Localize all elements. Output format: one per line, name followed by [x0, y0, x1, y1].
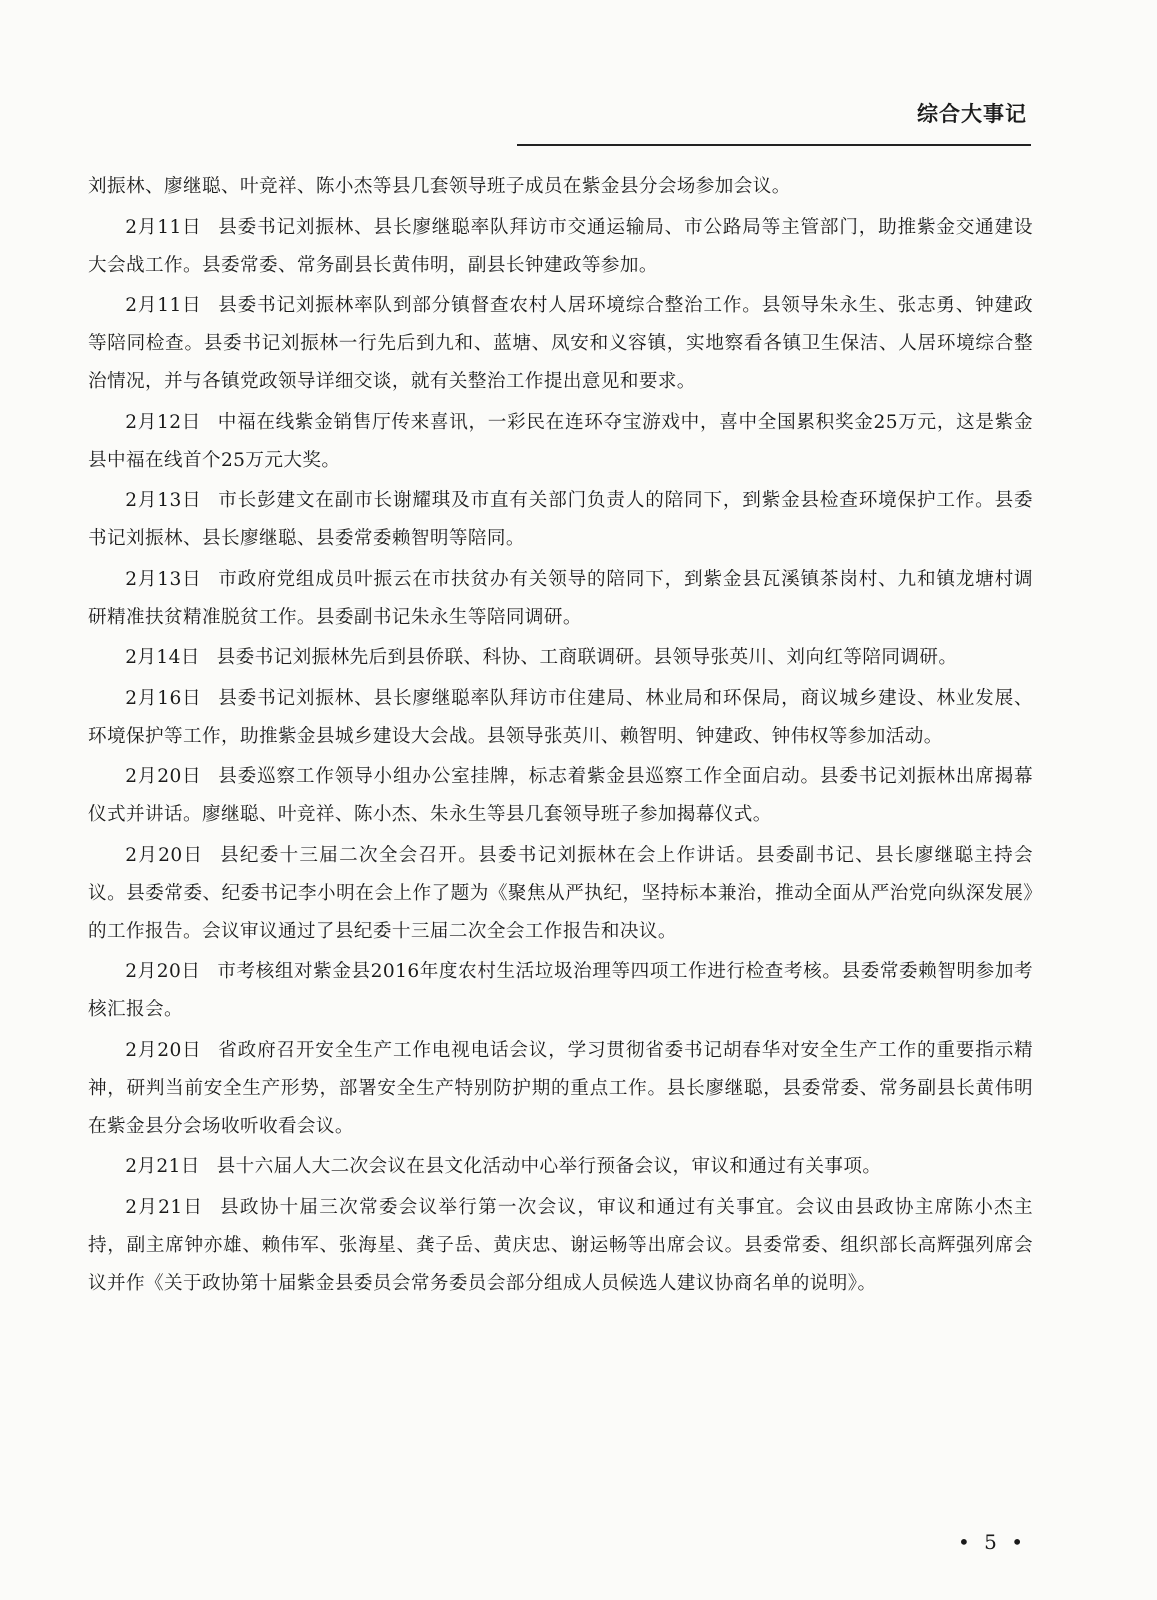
chronicle-entry: [88, 837, 1033, 951]
entry-text: 县委书记刘振林、县长廖继聪率队拜访市交通运输局、市公路局等主管部门，助推紫金交通建设大会战工作。县委常委、常务副县长黄伟明，副县长钟建政等参加。: [88, 216, 1033, 276]
chronicle-body: [88, 168, 1033, 1305]
entry-text: 中福在线紫金销售厅传来喜讯，一彩民在连环夺宝游戏中，喜中全国累积奖金25万元，这是紫金县中福在线首个25万元大奖。: [88, 411, 1033, 471]
chronicle-entry: [88, 1032, 1033, 1146]
chronicle-entry: [88, 1189, 1033, 1303]
chronicle-entry: [88, 953, 1033, 1029]
entry-date: 2月20日: [125, 844, 204, 866]
entry-text: 县政协十届三次常委会议举行第一次会议，审议和通过有关事宜。会议由县政协主席陈小杰主持，副主席钟亦雄、赖伟军、张海星、龚子岳、黄庆忠、谢运畅等出席会议。县委常委、组织部长高辉强列席会议并作《关于政协第十届紫金县委员会常务委员会部分组成人员候选人建议协商名单的说明》。: [88, 1196, 1033, 1294]
chronicle-entry: [88, 639, 1033, 677]
entry-date: 2月20日: [125, 1039, 202, 1061]
running-header-title: 综合大事记: [917, 102, 1027, 126]
entry-text: 县委巡察工作领导小组办公室挂牌，标志着紫金县巡察工作全面启动。县委书记刘振林出席揭幕仪式并讲话。廖继聪、叶竞祥、陈小杰、朱永生等县几套领导班子参加揭幕仪式。: [88, 766, 1033, 825]
entry-text: 省政府召开安全生产工作电视电话会议，学习贯彻省委书记胡春华对安全生产工作的重要指示精神，研判当前安全生产形势，部署安全生产特别防护期的重点工作。县长廖继聪，县委常委、常务副县长黄伟明在紫金县分会场收听收看会议。: [88, 1039, 1033, 1137]
entry-date: 2月14日: [125, 647, 200, 668]
entry-date: 2月21日: [125, 1196, 204, 1218]
chronicle-entry: [88, 404, 1033, 480]
entry-date: 2月16日: [125, 687, 202, 709]
entry-date: 2月11日: [125, 216, 202, 238]
entry-date: 2月20日: [125, 961, 201, 982]
entry-text: 县十六届人大二次会议在县文化活动中心举行预备会议，审议和通过有关事项。: [216, 1156, 882, 1177]
chronicle-entry: [88, 758, 1033, 834]
chronicle-entry: [88, 1148, 1033, 1186]
chronicle-entry: [88, 561, 1033, 637]
entry-text: 县纪委十三届二次全会召开。县委书记刘振林在会上作讲话。县委副书记、县长廖继聪主持会议。县委常委、纪委书记李小明在会上作了题为《聚焦从严执纪，坚持标本兼治，推动全面从严治党向纵深发展》的工作报告。会议审议通过了县纪委十三届二次全会工作报告和决议。: [88, 844, 1033, 942]
entry-date: 2月12日: [125, 411, 202, 433]
chronicle-entry: [88, 680, 1033, 756]
chronicle-entry: [88, 482, 1033, 558]
entry-text: 市长彭建文在副市长谢耀琪及市直有关部门负责人的陪同下，到紫金县检查环境保护工作。县委书记刘振林、县长廖继聪、县委常委赖智明等陪同。: [88, 490, 1033, 549]
entry-text: 市考核组对紫金县2016年度农村生活垃圾治理等四项工作进行检查考核。县委常委赖智明参加考核汇报会。: [88, 961, 1034, 1020]
chronicle-entry: [88, 209, 1033, 285]
entry-text: 市政府党组成员叶振云在市扶贫办有关领导的陪同下，到紫金县瓦溪镇茶岗村、九和镇龙塘村调研精准扶贫精准脱贫工作。县委副书记朱永生等陪同调研。: [88, 568, 1033, 628]
chronicle-entry: [88, 287, 1033, 401]
page-number: • 5 •: [958, 1530, 1028, 1554]
entry-date: 2月21日: [125, 1156, 200, 1177]
entry-date: 2月20日: [125, 766, 202, 787]
header-rule: [517, 144, 1031, 146]
entry-date: 2月13日: [125, 568, 202, 590]
entry-date: 2月11日: [125, 295, 202, 316]
entry-text: 县委书记刘振林、县长廖继聪率队拜访市住建局、林业局和环保局，商议城乡建设、林业发展、环境保护等工作，助推紫金县城乡建设大会战。县领导张英川、赖智明、钟建政、钟伟权等参加活动。: [88, 687, 1033, 747]
entry-text: 县委书记刘振林率队到部分镇督查农村人居环境综合整治工作。县领导朱永生、张志勇、钟建政等陪同检查。县委书记刘振林一行先后到九和、蓝塘、凤安和义容镇，实地察看各镇卫生保洁、人居环境综合整治情况，并与各镇党政领导详细交谈，就有关整治工作提出意见和要求。: [88, 295, 1033, 392]
continuation-paragraph: 刘振林、廖继聪、叶竞祥、陈小杰等县几套领导班子成员在紫金县分会场参加会议。: [88, 176, 791, 197]
entry-text: 县委书记刘振林先后到县侨联、科协、工商联调研。县领导张英川、刘向红等陪同调研。: [216, 647, 958, 668]
entry-date: 2月13日: [125, 490, 202, 511]
